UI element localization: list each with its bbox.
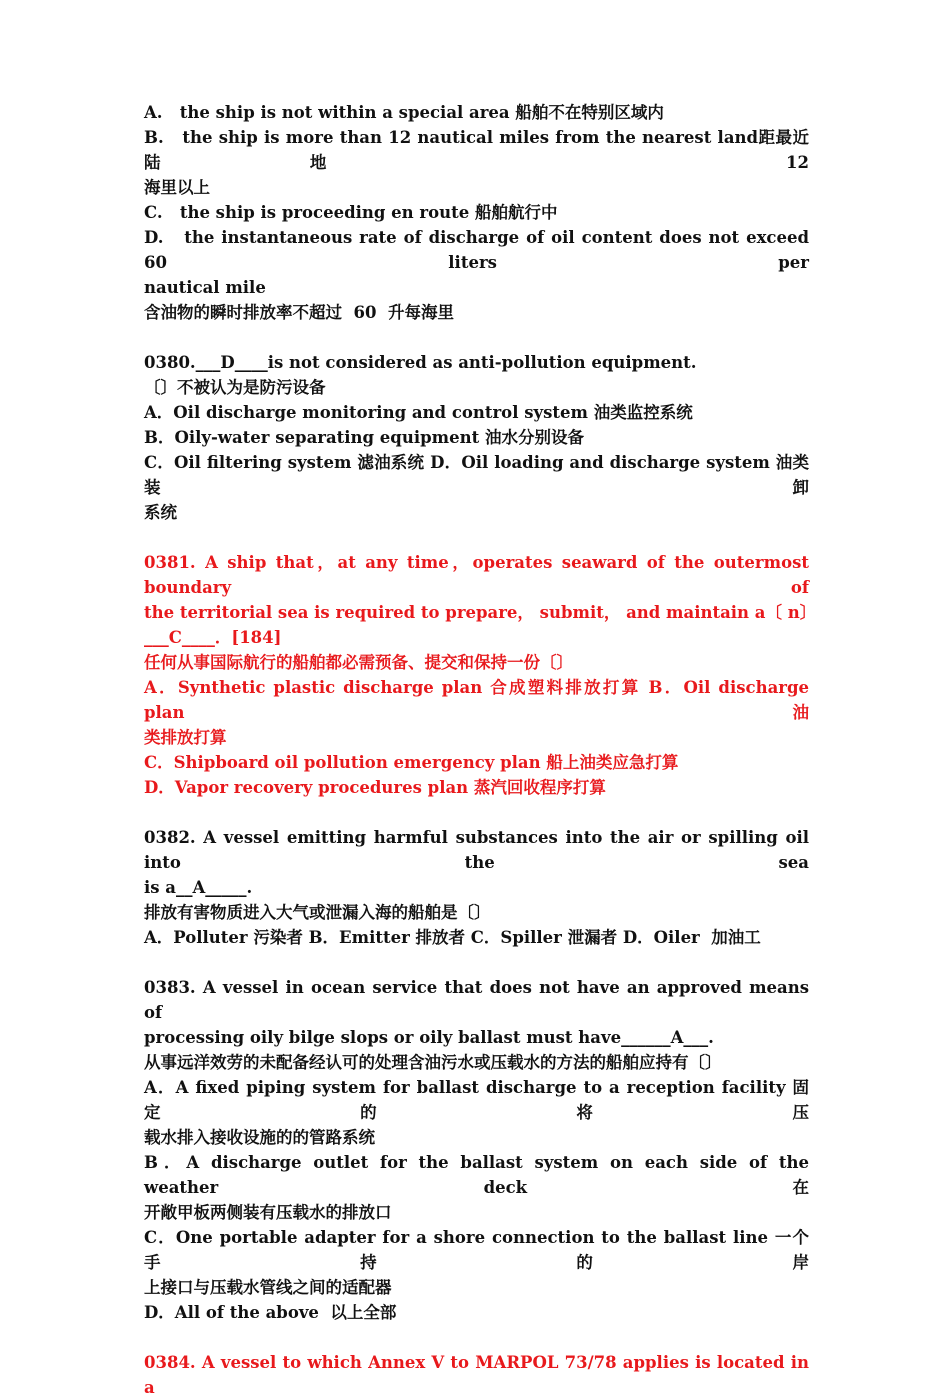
question-0383-translation: 从事远洋效劳的未配备经认可的处理含油污水或压载水的方法的船舶应持有〔〕 [144,1053,722,1072]
question-0380-option-cd: C．Oil filtering system 滤油系统 D．Oil loading and discharge system 油类装卸 [144,453,809,497]
question-0381-option-ab: A．Synthetic plastic discharge plan 合成塑料排放打算 B．Oil discharge plan 油 [144,678,809,722]
question-0381-option-d: D．Vapor recovery procedures plan 蒸汽回收程序打算 [144,778,606,797]
question-0380-option-b: B．Oily-water separating equipment 油水分别设备 [144,428,584,447]
question-0381-option-ab-continued: 类排放打算 [144,728,227,747]
question-0381-answer: ___C____．[184] [144,628,282,647]
question-0383-option-d: D．All of the above 以上全部 [144,1303,397,1322]
option-b-continued: 海里以上 [144,178,210,197]
option-b: B. the ship is more than 12 nautical miles from the nearest land距最近陆地 12 [144,128,809,172]
question-0380: 0380.___D____is not considered as anti-pollution equipment. [144,353,697,372]
option-c: C. the ship is proceeding en route 船舶航行中 [144,203,558,222]
question-0381: 0381. A ship that，at any time，operates seaward of the outermost boundary of [144,553,809,597]
question-0383-option-a-continued: 载水排入接收设施的的管路系统 [144,1128,375,1147]
question-0380-translation: 〔〕不被认为是防污设备 [144,378,326,397]
question-0381-block [144,550,817,800]
question-0384: 0384. A vessel to which Annex V to MARPOL 73/78 applies is located in a [144,1353,809,1397]
question-0382-options: A．Polluter 污染者 B．Emitter 排放者 C．Spiller 泄漏者 D．Oiler 加油工 [144,928,761,947]
option-a: A. the ship is not within a special area 船舶不在特别区域内 [144,103,664,122]
question-0382-translation: 排放有害物质进入大气或泄漏入海的船舶是〔〕 [144,903,491,922]
page-content [144,100,817,1400]
question-0382: 0382. A vessel emitting harmful substances into the air or spilling oil into the sea [144,828,809,872]
question-0381-translation: 任何从事国际航行的船舶都必需预备、提交和保持一份〔〕 [144,653,573,672]
question-0383: 0383. A vessel in ocean service that does not have an approved means of [144,978,809,1022]
question-0383-option-b-continued: 开敞甲板两侧装有压载水的排放口 [144,1203,392,1222]
question-0382-continued: is a__A_____. [144,878,253,897]
option-d: D. the instantaneous rate of discharge of oil content does not exceed 60 liters per [144,228,809,272]
question-0381-option-c: C．Shipboard oil pollution emergency plan 船上油类应急打算 [144,753,679,772]
question-0380-option-a: A．Oil discharge monitoring and control system 油类监控系统 [144,403,693,422]
question-0383-option-b: B．A discharge outlet for the ballast system on each side of the weather deck 在 [144,1153,809,1197]
option-d-continued: nautical mile [144,278,266,297]
question-0383-option-c: C．One portable adapter for a shore connection to the ballast line 一个手持的岸 [144,1228,809,1272]
question-0383-option-c-continued: 上接口与压载水管线之间的适配器 [144,1278,392,1297]
question-0383-option-a: A．A fixed piping system for ballast discharge to a reception facility 固定的将压 [144,1078,809,1122]
question-0380-option-cd-continued: 系统 [144,503,177,522]
option-d-translation: 含油物的瞬时排放率不超过 60 升每海里 [144,303,454,322]
question-0383-continued: processing oily bilge slops or oily ballast must have______A___. [144,1028,714,1047]
question-0381-continued: the territorial sea is required to prepare， submit， and maintain a〔 n〕 [144,603,817,622]
